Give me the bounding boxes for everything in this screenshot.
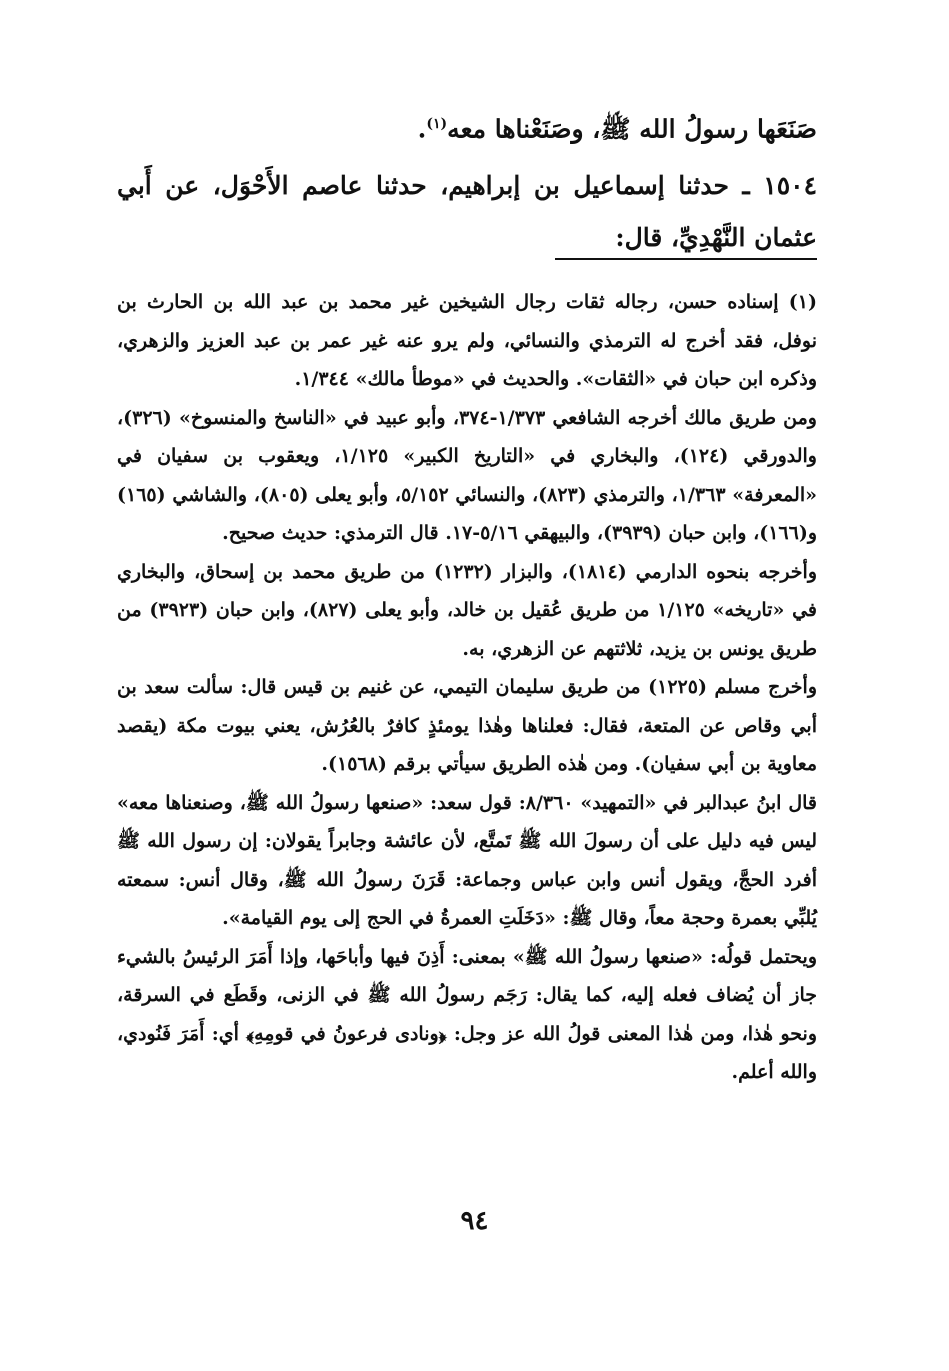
footnote-paragraph: وأخرج مسلم (١٢٢٥) من طريق سليمان التيمي، عن غنيم بن قيس قال: سألت سعد بن أبي وقاص عن المتعة، فقال: فعلناها وهٰذا يومئذٍ كافرٌ بالعُرُش، يعني بيوت مكة (يقصد معاوية بن أبي سفيان). ومن هٰذه الطريق سيأتي برقم (١٥٦٨). bbox=[117, 676, 818, 775]
footnote-paragraph: ويحتمل قولُه: «صنعها رسولُ الله ﷺ» بمعنى: أَذِنَ فيها وأباحَها، وإذا أَمَرَ الرئيسُ بالشيء جاز أن يُضاف فعله إليه، كما يقال: رَجَم رسولُ الله ﷺ في الزنى، وقَطَع في السرقة، ونحو هٰذا، ومن هٰذا المعنى قولُ الله عز وجل: ﴿ونادى فرعونُ في قومِهِ﴾ أي: أَمَرَ فَنُودي، والله أعلم. bbox=[117, 945, 817, 1083]
footnote-paragraph: (١) إسناده حسن، رجاله ثقات رجال الشيخين غير محمد بن عبد الله بن الحارث بن نوفل، فقد أخرج له الترمذي والنسائي، ولم يرو عنه غير عمر بن عبد العزيز والزهري، وذكره ابن حبان في «الثقات». والحديث في «موطأ مالك» ١/٣٤٤. bbox=[117, 291, 817, 390]
main-text-line1: صَنَعَها رسولُ الله ﷺ، وصَنَعْناها معه bbox=[447, 114, 817, 144]
footnote-paragraph: ومن طريق مالك أخرجه الشافعي ١/٣٧٣-٣٧٤، وأبو عبيد في «الناسخ والمنسوخ» (٣٢٦)، والدورقي (١٢٤)، والبخاري في «التاريخ الكبير» ١/١٢٥، ويعقوب بن سفيان في «المعرفة» ١/٣٦٣، والترمذي (٨٢٣)، والنسائي ٥/١٥٢، وأبو يعلى (٨٠٥)، والشاشي (١٦٥) و(١٦٦)، وابن حبان (٣٩٣٩)، والبيهقي ٥/١٦-١٧. قال الترمذي: حديث صحيح. bbox=[117, 406, 817, 544]
main-text-line bbox=[117, 98, 817, 155]
footnote-separator bbox=[555, 258, 817, 260]
footnote-paragraph: قال ابنُ عبدالبر في «التمهيد» ٨/٣٦٠: قول سعد: «صنعها رسولُ الله ﷺ، وصنعناها معه» ليس فيه دليل على أن رسولَ الله ﷺ تَمتَّع، لأن عائشة وجابراً يقولان: إن رسول الله ﷺ أفرد الحجَّ، ويقول أنس وابن عباس وجماعة: قَرَنَ رسولُ الله ﷺ، وقال أنس: سمعته يُلبِّي بعمرة وحجة معاً، وقال ﷺ: «دَخَلَتِ العمرةُ في الحج إلى يوم القيامة». bbox=[117, 791, 818, 929]
hadith-paragraph: ١٥٠٤ ـ حدثنا إسماعيل بن إبراهيم، حدثنا عاصم الأَحْوَل، عن أَبي عثمان النَّهْدِيِّ، قال: bbox=[117, 171, 817, 252]
page-number: ٩٤ bbox=[460, 1206, 489, 1236]
footnote-reference: (١) bbox=[426, 116, 448, 132]
main-text-line1-end: . bbox=[417, 114, 427, 144]
footnotes-section bbox=[117, 283, 817, 1092]
footnote-paragraph: وأخرجه بنحوه الدارمي (١٨١٤)، والبزار (١٢٣٢) من طريق محمد بن إسحاق، والبخاري في «تاريخه» ١/١٢٥ من طريق عُقيل بن خالد، وأبو يعلى (٨٢٧)، وابن حبان (٣٩٢٣) من طريق يونس بن يزيد، ثلاثتهم عن الزهري، به. bbox=[117, 560, 817, 660]
